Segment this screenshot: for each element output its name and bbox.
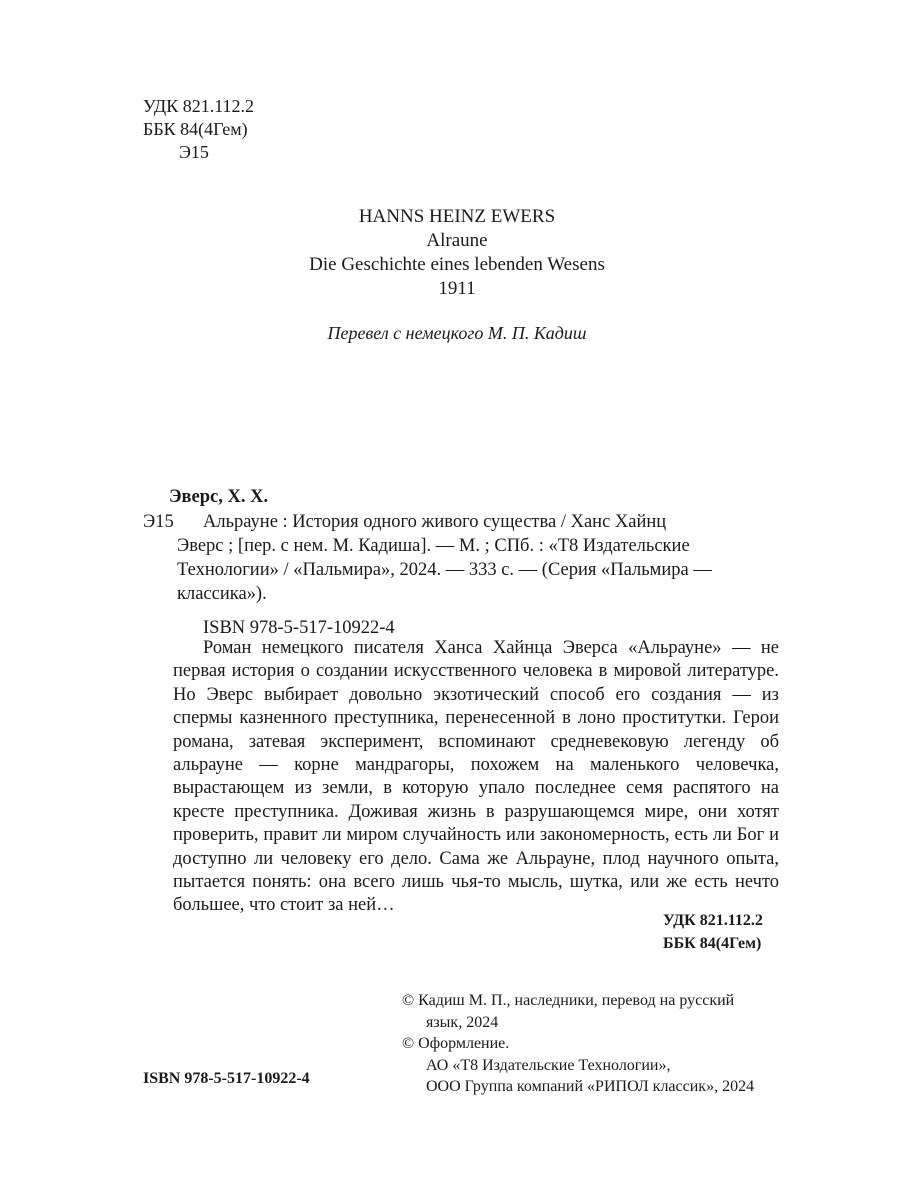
copyright-design-group: ООО Группа компаний «РИПОЛ классик», 2024: [426, 1078, 755, 1095]
translator-credit: Перевел с немецкого М. П. Кадиш: [327, 323, 587, 343]
classification-codes-right: [663, 909, 763, 955]
bbk-code: ББК 84(4Гем): [143, 119, 248, 139]
copyright-translation: © Кадиш М. П., наследники, перевод на русский: [402, 992, 735, 1009]
catalog-entry: [143, 510, 779, 606]
udk-code-right: УДК 821.112.2: [663, 912, 763, 929]
isbn-bottom: ISBN 978-5-517-10922-4: [143, 1070, 310, 1087]
udk-code: УДК 821.112.2: [143, 96, 255, 116]
original-author: HANNS HEINZ EWERS: [358, 206, 556, 227]
catalog-code: Э15: [143, 512, 174, 532]
catalog-description-line: Технологии» / «Пальмира», 2024. — 333 с. — (Серия «Пальмира —: [177, 560, 712, 580]
copyright-design: © Оформление.: [402, 1035, 510, 1052]
catalog-isbn: ISBN 978-5-517-10922-4: [203, 618, 395, 638]
copyright-translation-cont: язык, 2024: [426, 1013, 499, 1031]
original-year: 1911: [438, 278, 476, 299]
bbk-code-right: ББК 84(4Гем): [663, 935, 762, 952]
catalog-description: [177, 510, 779, 606]
catalog-card: [143, 484, 779, 640]
original-edition: [0, 205, 900, 301]
classification-codes: [143, 95, 254, 164]
catalog-description-line: Альрауне : История одного живого существа / Ханс Хайнц: [203, 512, 667, 532]
copyright-design-publisher: АО «Т8 Издательские Технологии»,: [426, 1056, 671, 1074]
catalog-author-heading: Эверс, Х. Х.: [169, 487, 269, 507]
original-subtitle: Die Geschichte eines lebenden Wesens: [309, 254, 605, 275]
original-title: Alraune: [426, 230, 488, 251]
annotation-text: Роман немецкого писателя Ханса Хайнца Эверса «Альрауне» — не первая история о создании искусственного человека в мировой литературе. Но Эверс выбирает довольно экзотический способ его создания — из спермы казненного преступника, перенесенной в лоно проститутки. Герои романа, затевая эксперимент, вспоминают средневековую легенду об альрауне — корне мандрагоры, похожем на маленького человечка, вырастающем из земли, в которую упало последнее семя распятого на кресте преступника. Доживая жизнь в разрушающемся мире, они хотят проверить, правит ли миром случайность или закономерность, есть ли Бог и доступно ли человеку его дело. Сама же Альрауне, плод научного опыта, пытается понять: она всего лишь чья-то мысль, шутка, или же есть нечто большее, что стоит за ней…: [173, 638, 779, 916]
copyright-block: [402, 990, 792, 1098]
catalog-description-line: Эверс ; [пер. с нем. М. Кадиша]. — М. ; СПб. : «Т8 Издательские: [177, 536, 690, 556]
catalog-description-line: классика»).: [177, 584, 267, 604]
author-code: Э15: [179, 142, 209, 162]
